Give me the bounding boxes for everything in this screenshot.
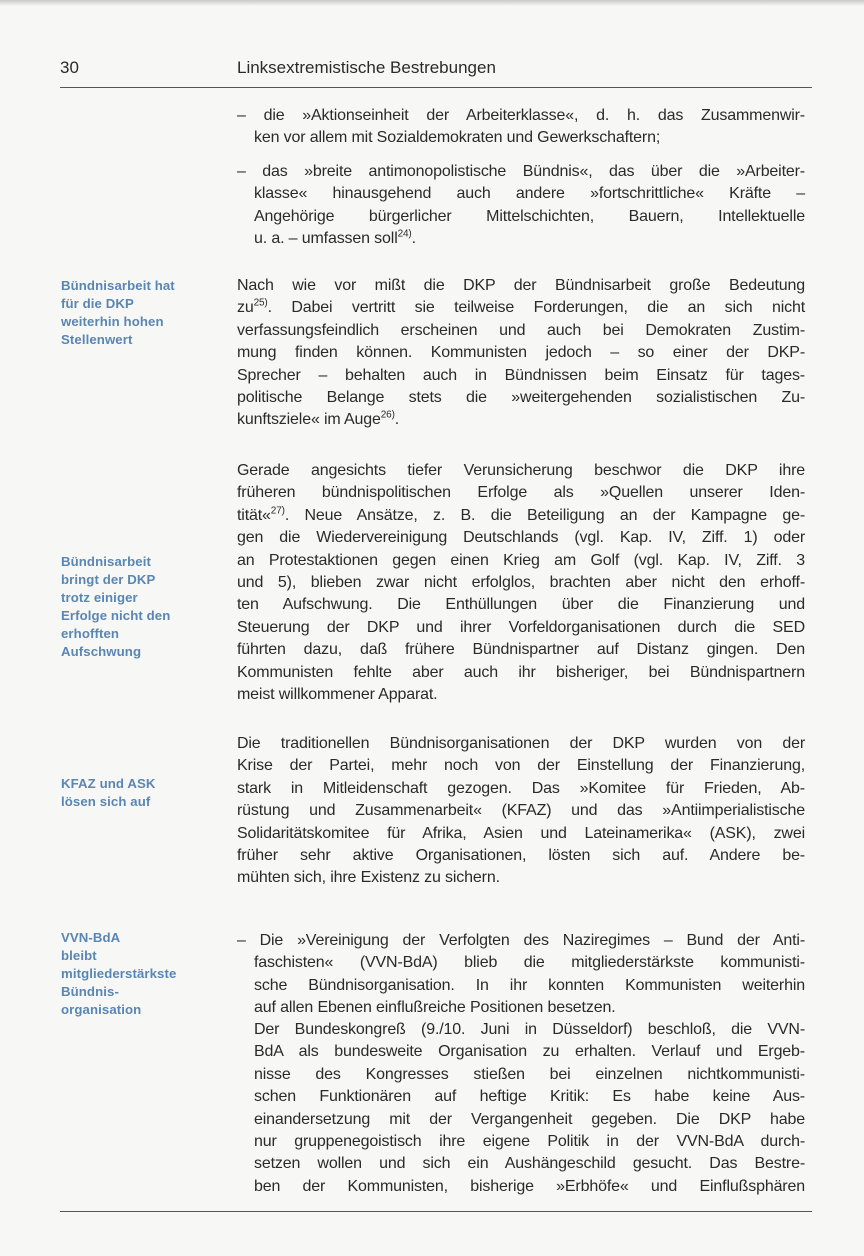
text-line: faschisten« (VVN-BdA) blieb die mitgliederstärkste kommunisti- [254, 954, 805, 972]
text-fragment: zu [237, 299, 254, 317]
bullet-aktionseinheit [237, 105, 805, 150]
text-line: politische Belange stets die »weitergehenden sozialistischen Zu- [237, 389, 805, 407]
text-line: gen die Wiedervereinigung Deutschlands (vgl. Kap. IV, Ziff. 1) oder [237, 529, 805, 547]
text-line [237, 228, 805, 250]
text-line: sche Bündnisorganisation. In ihr konnten Kommunisten weiterhin [254, 976, 805, 994]
text-line: Die traditionellen Bündnisorganisationen der DKP wurden von der [237, 735, 805, 752]
text-line [237, 505, 805, 527]
footnote-ref: 27) [270, 505, 285, 517]
margin-note-line: VVN-BdA [61, 930, 121, 945]
margin-note-line: trotz einiger [61, 590, 138, 605]
margin-note-line: bringt der DKP [61, 572, 156, 587]
text-line: früheren bündnispolitischen Erfolge als »Quellen unserer Iden- [237, 484, 805, 502]
margin-note-line: weiterhin hohen [61, 314, 164, 329]
bullet-vvn-bda [237, 930, 805, 1020]
text-line: ben der Kommunisten, bisherige »Erbhöfe« und Einflußsphären [254, 1177, 805, 1195]
margin-note-line: Bündnisarbeit [61, 554, 151, 569]
text-line: BdA als bundesweite Organisation zu erhalten. Verlauf und Ergeb- [254, 1043, 805, 1061]
margin-note-kein-aufschwung [61, 553, 221, 661]
text-line: Der Bundeskongreß (9./10. Juni in Düsseldorf) beschloß, die VVN- [254, 1021, 805, 1038]
margin-note-line: Erfolge nicht den [61, 608, 171, 623]
text-line: verfassungsfeindlich erscheinen und auch bei Demokraten Zustim- [237, 321, 805, 339]
text-line: Nach wie vor mißt die DKP der Bündnisarbeit große Bedeutung [237, 277, 805, 294]
footnote-ref: 24) [397, 228, 412, 240]
text-line: an Protestaktionen gegen einen Krieg am Golf (vgl. Kap. IV, Ziff. 3 [237, 551, 805, 569]
text-line: einandersetzung mit der Vergangenheit gegeben. Die DKP habe [254, 1110, 805, 1128]
margin-note-line: für die DKP [61, 296, 134, 311]
margin-note-line: Stellenwert [61, 332, 133, 347]
footer-rule [60, 1211, 812, 1212]
text-line [237, 409, 805, 431]
text-line: Angehörige bürgerlicher Mittelschichten, Bauern, Intellektuelle [254, 207, 805, 225]
margin-note-buendnisarbeit-stellenwert [61, 277, 221, 349]
margin-note-line: bleibt [61, 948, 97, 963]
text-line: rüstung und Zusammenarbeit« (KFAZ) und das »Antiimperialistische [237, 802, 805, 820]
text-line: setzen wollen und sich ein Aushängeschild gesucht. Das Bestre- [254, 1155, 805, 1173]
margin-note-line: Aufschwung [61, 644, 142, 659]
paragraph-buendnisarbeit [237, 275, 805, 432]
text-line: mung finden können. Kommunisten jedoch – so einer der DKP- [237, 344, 805, 362]
text-line: ten Aufschwung. Die Enthüllungen über die Finanzierung und [237, 596, 805, 614]
text-line [237, 297, 805, 319]
text-line: – Die »Vereinigung der Verfolgten des Naziregimes – Bund der Anti- [237, 932, 805, 949]
text-fragment: . [411, 230, 416, 248]
text-line: führten dazu, daß frühere Bündnispartner auf Distanz gingen. Den [237, 641, 805, 659]
paragraph-bundeskongress [254, 1019, 805, 1198]
text-line: Gerade angesichts tiefer Verunsicherung beschwor die DKP ihre [237, 462, 805, 479]
margin-note-line: organisation [61, 1002, 142, 1017]
text-line: meist willkommener Apparat. [237, 686, 438, 704]
text-line: auf allen Ebenen einflußreiche Positionen besetzen. [254, 999, 616, 1017]
footnote-ref: 26) [380, 410, 395, 422]
text-line: klasse« hinausgehend auch andere »fortschrittliche« Kräfte – [254, 185, 805, 203]
text-line: schen Funktionären auf heftige Kritik: Es habe keine Aus- [254, 1088, 805, 1106]
margin-note-line: KFAZ und ASK [61, 776, 156, 791]
page-header [60, 58, 812, 88]
text-fragment: tität« [237, 506, 271, 524]
running-title: Linksextremistische Bestrebungen [237, 58, 496, 77]
text-line: Sprecher – behalten auch in Bündnissen beim Einsatz für tages- [237, 366, 805, 384]
text-line: Solidaritätskomitee für Afrika, Asien und Lateinamerika« (ASK), zwei [237, 824, 805, 842]
bullet-breites-buendnis [237, 161, 805, 251]
paragraph-verunsicherung [237, 460, 805, 706]
margin-note-line: lösen sich auf [61, 794, 151, 809]
text-fragment: u. a. – umfassen soll [254, 230, 398, 248]
text-line: Krise der Partei, mehr noch von der Einstellung der Finanzierung, [237, 757, 805, 775]
margin-note-line: Bündnisarbeit hat [61, 278, 175, 293]
paragraph-kfaz-ask [237, 733, 805, 890]
text-line: mühten sich, ihre Existenz zu sichern. [237, 869, 500, 887]
text-fragment: . Dabei vertritt sie teilweise Forderungen, die an sich nicht [267, 299, 805, 317]
text-line: nur gruppenegoistisch ihre eigene Politik in der VVN-BdA durch- [254, 1133, 805, 1151]
text-line: früher sehr aktive Organisationen, lösten sich auf. Andere be- [237, 847, 805, 865]
footnote-ref: 25) [253, 298, 268, 310]
text-line: – das »breite antimonopolistische Bündnis«, das über die »Arbeiter- [237, 163, 805, 180]
text-fragment: kunftsziele« im Auge [237, 411, 381, 429]
margin-note-vvn-bda [61, 929, 221, 1019]
text-line: ken vor allem mit Sozialdemokraten und Gewerkschaftern; [254, 129, 661, 147]
text-line: – die »Aktionseinheit der Arbeiterklasse«, d. h. das Zusammenwir- [237, 107, 805, 124]
text-line: und 5), blieben zwar nicht erfolglos, brachten aber nicht den erhoff- [237, 574, 805, 592]
scan-edge [0, 0, 864, 6]
text-line: nisse des Kongresses stießen bei einzelnen nichtkommunisti- [254, 1065, 805, 1083]
margin-note-line: erhofften [61, 626, 120, 641]
text-line: Kommunisten fehlte aber auch ihr bisheriger, bei Bündnispartnern [237, 663, 805, 681]
header-rule [60, 87, 812, 88]
text-fragment: . [394, 411, 400, 429]
text-fragment: . Neue Ansätze, z. B. die Beteiligung an der Kampagne ge- [284, 506, 805, 524]
margin-note-line: mitgliederstärkste [61, 966, 177, 981]
page-number: 30 [60, 58, 79, 77]
text-line: stark in Mitleidenschaft gezogen. Das »Komitee für Frieden, Ab- [237, 779, 805, 797]
margin-note-line: Bündnis- [61, 984, 119, 999]
text-line: Steuerung der DKP und ihrer Vorfeldorganisationen durch die SED [237, 618, 805, 636]
margin-note-kfaz-ask [61, 775, 221, 811]
